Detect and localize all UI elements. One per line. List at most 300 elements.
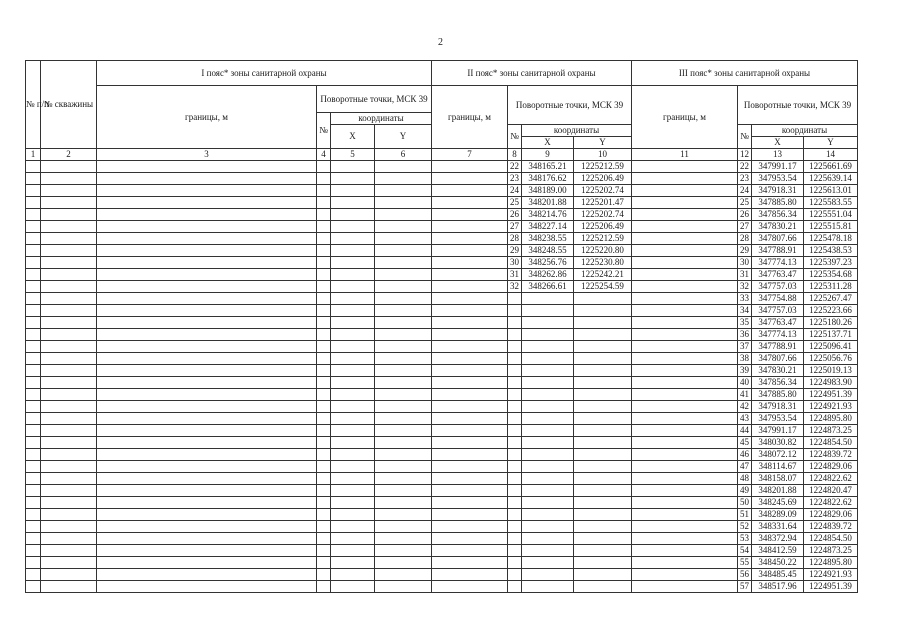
empty-cell <box>97 185 317 197</box>
header-turning-points-2: Поворотные точки, МСК 39 <box>508 86 632 125</box>
belt2-x: 348266.61 <box>522 281 574 293</box>
empty-cell <box>574 317 632 329</box>
table-row <box>26 329 858 341</box>
belt3-point-number: 22 <box>738 161 752 173</box>
belt2-x: 348189.00 <box>522 185 574 197</box>
empty-cell <box>574 401 632 413</box>
empty-cell <box>522 329 574 341</box>
table-row <box>26 173 858 185</box>
empty-cell <box>41 197 97 209</box>
empty-cell <box>574 497 632 509</box>
empty-cell <box>432 317 508 329</box>
empty-cell <box>432 341 508 353</box>
empty-cell <box>632 485 738 497</box>
empty-cell <box>632 353 738 365</box>
empty-cell <box>632 401 738 413</box>
empty-cell <box>26 437 41 449</box>
belt3-y: 1225583.55 <box>804 197 858 209</box>
empty-cell <box>522 353 574 365</box>
empty-cell <box>522 509 574 521</box>
empty-cell <box>26 161 41 173</box>
belt3-point-number: 48 <box>738 473 752 485</box>
table-row <box>26 209 858 221</box>
belt3-x: 347757.03 <box>752 281 804 293</box>
empty-cell <box>632 269 738 281</box>
empty-cell <box>522 461 574 473</box>
header-num-1: № <box>317 113 331 149</box>
empty-cell <box>97 209 317 221</box>
empty-cell <box>317 437 331 449</box>
belt3-x: 348114.67 <box>752 461 804 473</box>
empty-cell <box>331 221 375 233</box>
empty-cell <box>317 401 331 413</box>
belt3-point-number: 25 <box>738 197 752 209</box>
empty-cell <box>432 449 508 461</box>
empty-cell <box>632 509 738 521</box>
empty-cell <box>331 329 375 341</box>
empty-cell <box>41 341 97 353</box>
empty-cell <box>508 437 522 449</box>
empty-cell <box>574 521 632 533</box>
belt3-y: 1224983.90 <box>804 377 858 389</box>
empty-cell <box>508 545 522 557</box>
table-row <box>26 509 858 521</box>
empty-cell <box>97 581 317 593</box>
empty-cell <box>26 365 41 377</box>
empty-cell <box>375 461 432 473</box>
belt3-x: 347807.66 <box>752 233 804 245</box>
belt3-point-number: 38 <box>738 353 752 365</box>
belt3-point-number: 55 <box>738 557 752 569</box>
empty-cell <box>41 209 97 221</box>
belt2-x: 348201.88 <box>522 197 574 209</box>
empty-cell <box>26 521 41 533</box>
belt3-y: 1225613.01 <box>804 185 858 197</box>
empty-cell <box>317 293 331 305</box>
column-number-row <box>26 149 858 161</box>
empty-cell <box>632 377 738 389</box>
empty-cell <box>574 485 632 497</box>
empty-cell <box>574 545 632 557</box>
empty-cell <box>574 353 632 365</box>
empty-cell <box>41 473 97 485</box>
belt3-point-number: 42 <box>738 401 752 413</box>
empty-cell <box>574 413 632 425</box>
belt3-point-number: 33 <box>738 293 752 305</box>
empty-cell <box>432 269 508 281</box>
empty-cell <box>317 161 331 173</box>
empty-cell <box>41 245 97 257</box>
empty-cell <box>26 341 41 353</box>
empty-cell <box>317 509 331 521</box>
empty-cell <box>522 365 574 377</box>
belt3-y: 1224921.93 <box>804 569 858 581</box>
belt3-point-number: 28 <box>738 233 752 245</box>
empty-cell <box>432 509 508 521</box>
empty-cell <box>97 257 317 269</box>
empty-cell <box>574 461 632 473</box>
empty-cell <box>522 449 574 461</box>
empty-cell <box>375 209 432 221</box>
empty-cell <box>432 209 508 221</box>
empty-cell <box>97 533 317 545</box>
belt3-point-number: 32 <box>738 281 752 293</box>
belt2-point-number: 32 <box>508 281 522 293</box>
belt3-x: 347788.91 <box>752 245 804 257</box>
empty-cell <box>432 581 508 593</box>
empty-cell <box>97 233 317 245</box>
belt2-x: 348176.62 <box>522 173 574 185</box>
belt3-x: 347830.21 <box>752 365 804 377</box>
empty-cell <box>331 449 375 461</box>
empty-cell <box>522 293 574 305</box>
empty-cell <box>632 233 738 245</box>
empty-cell <box>97 245 317 257</box>
header-x-1: X <box>331 125 375 149</box>
empty-cell <box>331 173 375 185</box>
empty-cell <box>41 509 97 521</box>
column-number: 14 <box>804 149 858 161</box>
empty-cell <box>632 557 738 569</box>
empty-cell <box>317 353 331 365</box>
empty-cell <box>331 245 375 257</box>
empty-cell <box>97 161 317 173</box>
empty-cell <box>26 389 41 401</box>
header-y-3: Y <box>804 137 858 149</box>
empty-cell <box>26 485 41 497</box>
table-row <box>26 449 858 461</box>
empty-cell <box>375 245 432 257</box>
table-row <box>26 425 858 437</box>
belt2-x: 348165.21 <box>522 161 574 173</box>
belt3-y: 1225515.81 <box>804 221 858 233</box>
belt3-point-number: 35 <box>738 317 752 329</box>
belt3-point-number: 26 <box>738 209 752 221</box>
empty-cell <box>375 269 432 281</box>
table-row <box>26 461 858 473</box>
empty-cell <box>331 509 375 521</box>
belt3-x: 348030.82 <box>752 437 804 449</box>
empty-cell <box>26 257 41 269</box>
empty-cell <box>331 389 375 401</box>
empty-cell <box>574 533 632 545</box>
empty-cell <box>97 401 317 413</box>
empty-cell <box>432 461 508 473</box>
empty-cell <box>97 437 317 449</box>
empty-cell <box>41 281 97 293</box>
empty-cell <box>331 401 375 413</box>
belt3-y: 1224873.25 <box>804 425 858 437</box>
empty-cell <box>574 569 632 581</box>
belt3-x: 347991.17 <box>752 425 804 437</box>
belt3-point-number: 57 <box>738 581 752 593</box>
empty-cell <box>432 161 508 173</box>
empty-cell <box>432 293 508 305</box>
empty-cell <box>508 473 522 485</box>
belt3-point-number: 41 <box>738 389 752 401</box>
empty-cell <box>375 317 432 329</box>
empty-cell <box>375 437 432 449</box>
empty-cell <box>522 401 574 413</box>
empty-cell <box>41 293 97 305</box>
empty-cell <box>331 521 375 533</box>
table-row <box>26 581 858 593</box>
belt3-point-number: 43 <box>738 413 752 425</box>
empty-cell <box>41 401 97 413</box>
empty-cell <box>317 245 331 257</box>
belt3-x: 347856.34 <box>752 377 804 389</box>
empty-cell <box>41 317 97 329</box>
belt2-x: 348262.86 <box>522 269 574 281</box>
empty-cell <box>97 281 317 293</box>
table-row <box>26 533 858 545</box>
empty-cell <box>375 341 432 353</box>
empty-cell <box>317 173 331 185</box>
empty-cell <box>41 569 97 581</box>
belt3-y: 1224895.80 <box>804 557 858 569</box>
empty-cell <box>317 209 331 221</box>
empty-cell <box>26 197 41 209</box>
belt3-y: 1224854.50 <box>804 437 858 449</box>
empty-cell <box>432 329 508 341</box>
empty-cell <box>41 557 97 569</box>
empty-cell <box>632 425 738 437</box>
belt3-point-number: 36 <box>738 329 752 341</box>
empty-cell <box>375 161 432 173</box>
empty-cell <box>508 449 522 461</box>
belt3-x: 347757.03 <box>752 305 804 317</box>
empty-cell <box>375 449 432 461</box>
empty-cell <box>632 389 738 401</box>
belt3-point-number: 24 <box>738 185 752 197</box>
belt3-x: 348331.64 <box>752 521 804 533</box>
belt2-y: 1225202.74 <box>574 185 632 197</box>
empty-cell <box>26 293 41 305</box>
empty-cell <box>432 545 508 557</box>
table-row <box>26 341 858 353</box>
empty-cell <box>632 473 738 485</box>
empty-cell <box>522 413 574 425</box>
empty-cell <box>26 533 41 545</box>
empty-cell <box>508 401 522 413</box>
empty-cell <box>508 485 522 497</box>
belt3-point-number: 51 <box>738 509 752 521</box>
table-row <box>26 269 858 281</box>
empty-cell <box>432 533 508 545</box>
empty-cell <box>432 233 508 245</box>
empty-cell <box>26 233 41 245</box>
empty-cell <box>26 425 41 437</box>
empty-cell <box>508 329 522 341</box>
empty-cell <box>317 461 331 473</box>
empty-cell <box>317 233 331 245</box>
empty-cell <box>331 341 375 353</box>
belt3-x: 348201.88 <box>752 485 804 497</box>
empty-cell <box>331 413 375 425</box>
header-belt3: III пояс* зоны санитарной охраны <box>632 61 858 86</box>
empty-cell <box>508 425 522 437</box>
empty-cell <box>522 581 574 593</box>
empty-cell <box>574 581 632 593</box>
belt2-point-number: 27 <box>508 221 522 233</box>
empty-cell <box>508 341 522 353</box>
empty-cell <box>41 545 97 557</box>
belt2-point-number: 25 <box>508 197 522 209</box>
belt3-point-number: 45 <box>738 437 752 449</box>
belt3-point-number: 46 <box>738 449 752 461</box>
empty-cell <box>522 545 574 557</box>
belt3-x: 347763.47 <box>752 269 804 281</box>
belt3-point-number: 29 <box>738 245 752 257</box>
belt3-x: 348245.69 <box>752 497 804 509</box>
empty-cell <box>97 365 317 377</box>
empty-cell <box>375 545 432 557</box>
belt3-x: 348485.45 <box>752 569 804 581</box>
belt3-point-number: 31 <box>738 269 752 281</box>
belt3-point-number: 47 <box>738 461 752 473</box>
belt2-y: 1225230.80 <box>574 257 632 269</box>
empty-cell <box>41 161 97 173</box>
belt3-y: 1225661.69 <box>804 161 858 173</box>
sanitary-zone-table <box>25 60 858 593</box>
belt3-point-number: 49 <box>738 485 752 497</box>
empty-cell <box>432 521 508 533</box>
belt2-y: 1225206.49 <box>574 173 632 185</box>
empty-cell <box>632 305 738 317</box>
belt3-x: 348289.09 <box>752 509 804 521</box>
empty-cell <box>26 497 41 509</box>
empty-cell <box>317 377 331 389</box>
belt3-y: 1224951.39 <box>804 581 858 593</box>
empty-cell <box>26 221 41 233</box>
empty-cell <box>41 581 97 593</box>
empty-cell <box>317 197 331 209</box>
table-row <box>26 377 858 389</box>
empty-cell <box>41 257 97 269</box>
empty-cell <box>331 485 375 497</box>
empty-cell <box>41 389 97 401</box>
belt3-y: 1225478.18 <box>804 233 858 245</box>
empty-cell <box>26 545 41 557</box>
empty-cell <box>41 233 97 245</box>
column-number: 3 <box>97 149 317 161</box>
empty-cell <box>574 425 632 437</box>
belt3-point-number: 23 <box>738 173 752 185</box>
empty-cell <box>574 473 632 485</box>
belt2-y: 1225212.59 <box>574 161 632 173</box>
empty-cell <box>97 329 317 341</box>
empty-cell <box>317 497 331 509</box>
empty-cell <box>375 365 432 377</box>
empty-cell <box>375 329 432 341</box>
empty-cell <box>97 389 317 401</box>
belt3-point-number: 53 <box>738 533 752 545</box>
belt3-point-number: 30 <box>738 257 752 269</box>
belt2-y: 1225202.74 <box>574 209 632 221</box>
empty-cell <box>632 317 738 329</box>
empty-cell <box>97 425 317 437</box>
empty-cell <box>97 473 317 485</box>
empty-cell <box>375 557 432 569</box>
empty-cell <box>632 209 738 221</box>
empty-cell <box>522 473 574 485</box>
empty-cell <box>432 185 508 197</box>
belt2-x: 348256.76 <box>522 257 574 269</box>
empty-cell <box>522 569 574 581</box>
column-number: 8 <box>508 149 522 161</box>
empty-cell <box>375 389 432 401</box>
belt3-y: 1224829.06 <box>804 461 858 473</box>
page-number: 2 <box>438 37 443 48</box>
column-number: 10 <box>574 149 632 161</box>
empty-cell <box>317 521 331 533</box>
empty-cell <box>432 305 508 317</box>
belt2-y: 1225206.49 <box>574 221 632 233</box>
empty-cell <box>97 221 317 233</box>
empty-cell <box>331 197 375 209</box>
empty-cell <box>375 377 432 389</box>
empty-cell <box>41 413 97 425</box>
empty-cell <box>375 233 432 245</box>
empty-cell <box>97 485 317 497</box>
empty-cell <box>97 317 317 329</box>
belt2-x: 348238.55 <box>522 233 574 245</box>
column-number: 6 <box>375 149 432 161</box>
empty-cell <box>522 341 574 353</box>
header-borders-2: границы, м <box>432 86 508 149</box>
empty-cell <box>26 377 41 389</box>
table-row <box>26 245 858 257</box>
belt3-point-number: 44 <box>738 425 752 437</box>
empty-cell <box>331 557 375 569</box>
empty-cell <box>632 365 738 377</box>
empty-cell <box>97 305 317 317</box>
header-borders-1: границы, м <box>97 86 317 149</box>
empty-cell <box>574 329 632 341</box>
table-row <box>26 197 858 209</box>
empty-cell <box>508 509 522 521</box>
empty-cell <box>26 269 41 281</box>
column-number: 9 <box>522 149 574 161</box>
belt3-x: 348372.94 <box>752 533 804 545</box>
empty-cell <box>26 581 41 593</box>
empty-cell <box>574 437 632 449</box>
table-row <box>26 401 858 413</box>
empty-cell <box>522 305 574 317</box>
empty-cell <box>375 197 432 209</box>
empty-cell <box>632 329 738 341</box>
empty-cell <box>632 437 738 449</box>
table-row <box>26 353 858 365</box>
header-num-3: № <box>738 125 752 149</box>
table-row <box>26 317 858 329</box>
empty-cell <box>432 425 508 437</box>
empty-cell <box>97 497 317 509</box>
empty-cell <box>632 173 738 185</box>
belt3-y: 1224822.62 <box>804 473 858 485</box>
empty-cell <box>331 437 375 449</box>
belt3-x: 348517.96 <box>752 581 804 593</box>
belt3-y: 1224839.72 <box>804 521 858 533</box>
empty-cell <box>508 581 522 593</box>
empty-cell <box>432 257 508 269</box>
belt3-point-number: 34 <box>738 305 752 317</box>
belt2-y: 1225254.59 <box>574 281 632 293</box>
empty-cell <box>432 173 508 185</box>
empty-cell <box>26 185 41 197</box>
column-number: 13 <box>752 149 804 161</box>
empty-cell <box>508 521 522 533</box>
